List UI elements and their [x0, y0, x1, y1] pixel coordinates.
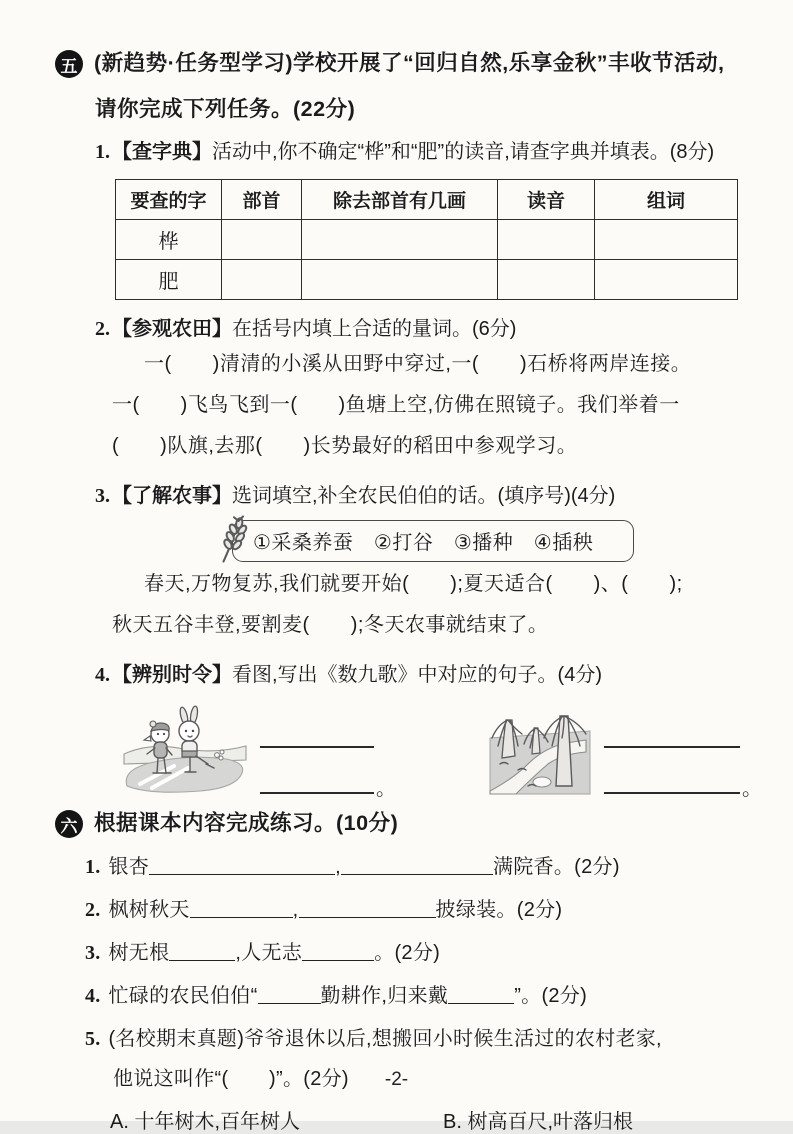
- item-4-mid: 勤耕作,归来戴: [320, 985, 449, 1007]
- item-5-line1: (名校期末真题)爷爷退休以后,想搬回小时候生活过的农村老家,: [108, 1028, 662, 1050]
- item-2-number: 2.: [85, 899, 101, 921]
- dictionary-lookup-table: [115, 179, 738, 300]
- question-1: [95, 138, 769, 167]
- answer-line: [260, 746, 374, 748]
- question-4-number: 4.: [95, 664, 110, 686]
- table-row: [116, 220, 738, 260]
- section-5-badge: 五: [55, 50, 83, 78]
- table-cell-character: 肥: [116, 260, 222, 300]
- table-cell-answer: [595, 220, 738, 260]
- question-3-tag: 【了解农事】: [112, 485, 232, 507]
- table-header-row: [116, 180, 738, 220]
- item-5-line2: 他说这叫作“( )”。(2分): [113, 1068, 349, 1090]
- section-5-header: [55, 48, 763, 79]
- table-row: [116, 260, 738, 300]
- table-cell-answer: [498, 260, 595, 300]
- item-3: [85, 938, 773, 968]
- table-header-pronunciation: 读音: [498, 180, 595, 220]
- item-3-mid: ,人无志: [235, 942, 303, 964]
- question-1-tag: 【查字典】: [112, 141, 212, 163]
- item-1-mid: ,: [335, 856, 341, 878]
- item-4: [85, 981, 773, 1011]
- table-cell-answer: [222, 260, 302, 300]
- answer-blank: [190, 902, 293, 918]
- answer-line: [260, 792, 374, 794]
- question-4-text: 看图,写出《数九歌》中对应的句子。(4分): [232, 664, 602, 686]
- fill-line: 春天,万物复苏,我们就要开始( );夏天适合( )、( );: [144, 573, 683, 595]
- question-4-left-answers: [260, 728, 396, 800]
- answer-blank: [258, 988, 321, 1004]
- question-4-tag: 【辨别时令】: [112, 664, 232, 686]
- table-cell-answer: [498, 220, 595, 260]
- fill-line: 一( )飞鸟飞到一( )鱼塘上空,仿佛在照镜子。我们举着一: [112, 394, 680, 416]
- section-6-header: [55, 808, 763, 839]
- question-2-tag: 【参观农田】: [112, 318, 232, 340]
- section-5-title: (新趋势·任务型学习)学校开展了“回归自然,乐享金秋”丰收节活动,: [94, 51, 725, 75]
- page-number: -2-: [384, 1069, 409, 1090]
- item-5-number: 5.: [85, 1028, 101, 1050]
- section-6-title: 根据课本内容完成练习。(10分): [94, 811, 399, 835]
- item-3-post: 。(2分): [374, 942, 441, 964]
- item-5-options: [110, 1105, 773, 1134]
- table-header-character: 要查的字: [116, 180, 222, 220]
- answer-blank: [448, 988, 514, 1004]
- willow-trees-riverside-illustration: [488, 698, 592, 796]
- item-2-pre: 枫树秋天: [108, 899, 190, 921]
- answer-blank: [302, 945, 374, 961]
- item-4-post: ”。(2分): [514, 985, 588, 1007]
- item-1-pre: 银杏: [108, 856, 150, 878]
- item-2-mid: ,: [292, 899, 299, 921]
- item-3-pre: 树无根: [108, 942, 170, 964]
- item-5: [85, 1024, 773, 1054]
- answer-line: [604, 746, 740, 748]
- option-b: B. 树高百尺,叶落归根: [443, 1111, 634, 1133]
- item-1-post: 满院香。(2分): [492, 856, 620, 878]
- item-2: [85, 895, 773, 925]
- sentence-period: 。: [742, 778, 762, 800]
- table-header-word: 组词: [595, 180, 738, 220]
- fill-line: ( )队旗,去那( )长势最好的稻田中参观学习。: [112, 435, 578, 457]
- question-3-body: [112, 564, 773, 646]
- item-4-pre: 忙碌的农民伯伯“: [108, 985, 258, 1007]
- answer-blank: [299, 902, 436, 918]
- animals-ice-skating-illustration: [122, 698, 248, 796]
- table-cell-answer: [302, 260, 498, 300]
- table-cell-answer: [222, 220, 302, 260]
- question-2-number: 2.: [95, 318, 110, 340]
- item-4-number: 4.: [85, 985, 101, 1007]
- item-1-number: 1.: [85, 856, 101, 878]
- question-3: [95, 482, 769, 511]
- question-2: [95, 315, 769, 344]
- option-a: A. 十年树木,百年树人: [110, 1111, 301, 1133]
- word-bank-options: ①采桑养蚕 ②打谷 ③播种 ④插秧: [232, 520, 634, 562]
- word-bank: [232, 520, 634, 562]
- section-5-title-line2: 请你完成下列任务。(22分): [95, 97, 356, 121]
- question-3-number: 3.: [95, 485, 110, 507]
- fill-line: 秋天五谷丰登,要割麦( );冬天农事就结束了。: [112, 614, 549, 636]
- table-cell-answer: [302, 220, 498, 260]
- sentence-period: 。: [376, 778, 396, 800]
- section-6-badge: 六: [55, 810, 83, 838]
- question-4-figures: [122, 698, 793, 800]
- question-4-right-answers: [604, 728, 762, 800]
- wheat-ear-icon: [216, 515, 252, 563]
- answer-blank: [149, 859, 335, 875]
- table-cell-character: 桦: [116, 220, 222, 260]
- question-3-text: 选词填空,补全农民伯伯的话。(填序号)(4分): [232, 485, 616, 507]
- table-cell-answer: [595, 260, 738, 300]
- answer-blank: [341, 859, 493, 875]
- answer-line: [604, 792, 740, 794]
- fill-line: 一( )清清的小溪从田野中穿过,一( )石桥将两岸连接。: [144, 353, 692, 375]
- question-1-number: 1.: [95, 141, 110, 163]
- question-2-text: 在括号内填上合适的量词。(6分): [232, 318, 517, 340]
- item-1: [85, 852, 773, 882]
- table-header-strokes: 除去部首有几画: [302, 180, 498, 220]
- table-header-radical: 部首: [222, 180, 302, 220]
- item-3-number: 3.: [85, 942, 101, 964]
- question-2-body: [112, 344, 773, 467]
- answer-blank: [169, 945, 235, 961]
- question-4: [95, 661, 769, 690]
- question-1-text: 活动中,你不确定“桦”和“肥”的读音,请查字典并填表。(8分): [212, 141, 715, 163]
- item-2-post: 披绿装。(2分): [435, 899, 563, 921]
